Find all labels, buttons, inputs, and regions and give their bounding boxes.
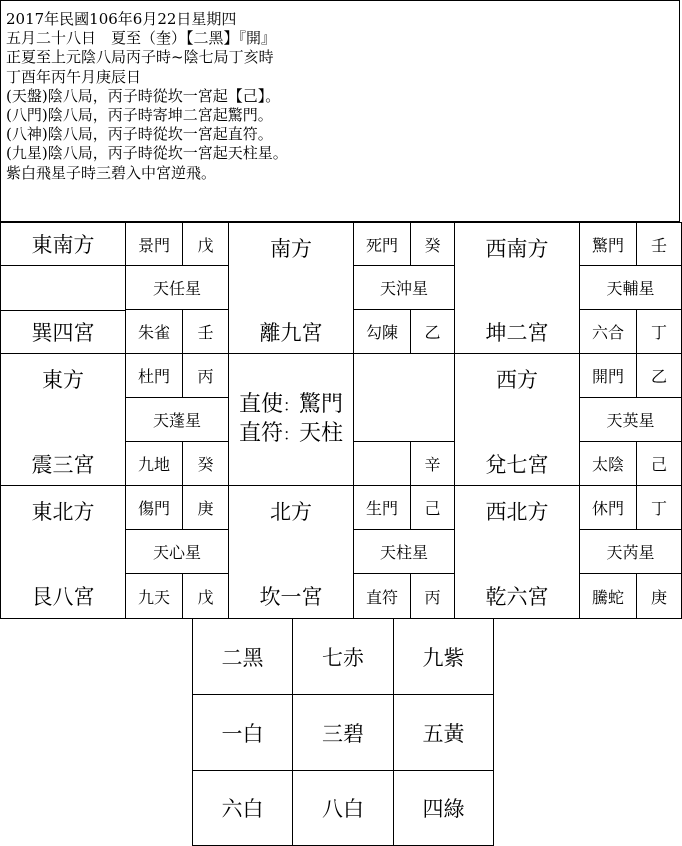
palace-se-earth-stem: 壬 [182,309,229,354]
palace-w-direction: 西方 [454,353,580,486]
info-line-doors: (八門)陰八局，丙子時寄坤二宮起驚門。 [6,106,273,125]
palace-n-heaven-stem: 己 [410,485,455,530]
info-line-flying: 紫白飛星子時三碧入中宮逆飛。 [6,163,217,182]
qimen-chart [0,222,682,619]
palace-nw-name: 乾六宮 [485,585,549,609]
flying-star-center: 三碧 [292,694,394,771]
palace-e-god: 九地 [125,441,183,486]
palace-e-star: 天蓬星 [125,397,229,442]
palace-nw-god: 騰蛇 [579,573,637,619]
palace-e-direction: 東方 [0,353,126,486]
palace-se-name: 巽四宮 [0,310,126,354]
palace-nw-earth-stem: 庚 [636,573,682,619]
date-info-panel [0,0,680,222]
palace-sw-earth-stem: 丁 [636,309,682,354]
info-line-ju: 正夏至上元陰八局丙子時~陰七局丁亥時 [6,48,274,67]
center-duty-line: 直使：驚門 [238,391,344,417]
palace-e-door: 杜門 [125,353,183,398]
palace-w-door: 開門 [579,353,637,398]
duty-label: 直使 [238,391,283,417]
palace-w-heaven-stem: 乙 [636,353,682,398]
palace-sw-god: 六合 [579,309,637,354]
palace-s-star: 天沖星 [353,265,455,310]
palace-ne-door: 傷門 [125,485,183,530]
palace-e-earth-stem: 癸 [182,441,229,486]
palace-ne-name: 艮八宮 [31,585,95,609]
flying-star-n: 八白 [292,770,394,846]
info-line-lunar: 五月二十八日 夏至（奎）【二黑】『開』 [6,29,277,48]
info-line-stars: (九星)陰八局，丙子時從坎一宮起天柱星。 [6,144,288,163]
center-empty-god [353,441,411,486]
palace-sw-direction: 西南方 [454,222,580,354]
palace-w-name: 兌七宮 [485,453,549,477]
palace-sw-star: 天輔星 [579,265,682,310]
palace-n-door: 生門 [353,485,411,530]
palace-e-heaven-stem: 丙 [182,353,229,398]
palace-se-door: 景門 [125,222,183,266]
chief-value: 天柱 [299,420,344,446]
palace-s-direction: 南方 [228,222,354,354]
center-palace [228,353,354,486]
palace-n-god: 直符 [353,573,411,619]
palace-s-door: 死門 [353,222,411,266]
palace-nw-direction: 西北方 [454,485,580,619]
info-line-date: 2017年民國106年6月22日星期四 [6,10,237,28]
palace-se-star: 天任星 [125,265,229,310]
palace-s-heaven-stem: 癸 [410,222,455,266]
flying-star-sw: 九紫 [393,618,494,695]
palace-ne-god: 九天 [125,573,183,619]
palace-sw-heaven-stem: 壬 [636,222,682,266]
palace-ne-direction: 東北方 [0,485,126,619]
info-line-gods: (八神)陰八局，丙子時從坎一宮起直符。 [6,125,273,144]
info-line-ganzhi: 丁酉年丙午月庚辰日 [6,67,142,86]
flying-star-s: 七赤 [292,618,394,695]
palace-n-star: 天柱星 [353,529,455,574]
chief-label: 直符 [238,420,283,446]
flying-star-e: 一白 [192,694,293,771]
palace-e-name: 震三宮 [31,453,95,477]
palace-nw-star: 天芮星 [579,529,682,574]
palace-se-direction: 東南方 [0,222,126,266]
flying-star-w: 五黃 [393,694,494,771]
palace-ne-earth-stem: 戊 [182,573,229,619]
center-earth-stem: 辛 [410,441,455,486]
palace-sw-door: 驚門 [579,222,637,266]
palace-nw-door: 休門 [579,485,637,530]
palace-s-name: 離九宮 [259,321,323,345]
palace-n-direction: 北方 [228,485,354,619]
flying-star-grid [192,618,494,846]
palace-se-blank [0,266,126,310]
palace-s-god: 勾陳 [353,309,411,354]
palace-se-god: 朱雀 [125,309,183,354]
palace-sw-name: 坤二宮 [485,321,549,345]
flying-star-nw: 四綠 [393,770,494,846]
palace-nw-heaven-stem: 丁 [636,485,682,530]
info-line-heaven: (天盤)陰八局，丙子時從坎一宮起【己】。 [6,86,281,105]
palace-w-god: 太陰 [579,441,637,486]
palace-s-earth-stem: 乙 [410,309,455,354]
palace-se-heaven-stem: 戊 [182,222,229,266]
palace-n-earth-stem: 丙 [410,573,455,619]
center-empty-cell [353,353,455,442]
duty-value: 驚門 [299,391,344,417]
palace-n-name: 坎一宮 [259,585,323,609]
palace-w-earth-stem: 己 [636,441,682,486]
palace-ne-star: 天心星 [125,529,229,574]
center-chief-line: 直符：天柱 [238,420,344,446]
flying-star-ne: 六白 [192,770,293,846]
flying-star-se: 二黑 [192,618,293,695]
palace-w-star: 天英星 [579,397,682,442]
palace-ne-heaven-stem: 庚 [182,485,229,530]
